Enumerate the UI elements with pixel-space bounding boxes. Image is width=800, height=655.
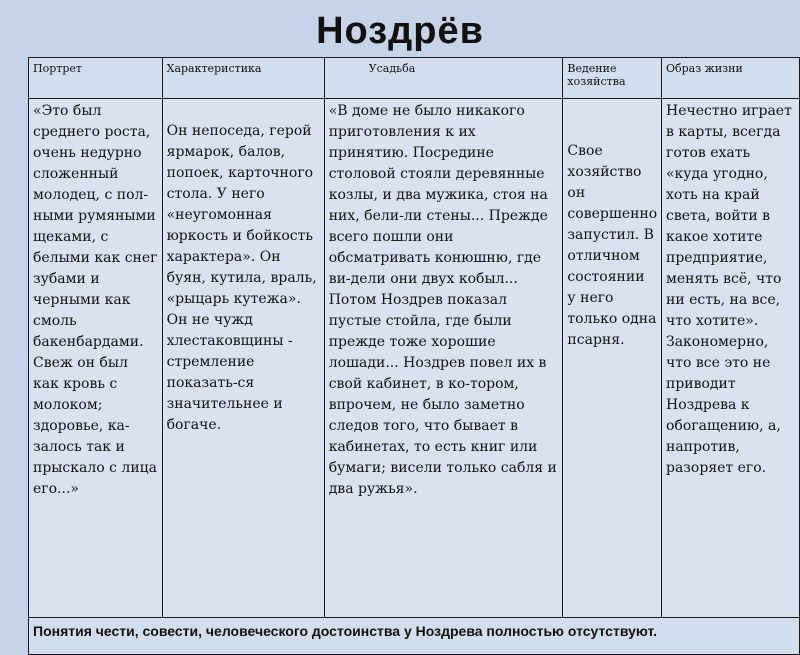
header-characteristic: Характеристика (162, 58, 324, 99)
header-lifestyle: Образ жизни (661, 58, 799, 99)
cell-characteristic: Он непоседа, герой ярмарок, балов, попоек, карточного стола. У него «неугомонная юркость и бойкость характера». Он буян, кутила, враль, «рыцарь кутежа». Он не чужд хлестаковщины - стремление показать-ся значительнее и богаче. (162, 99, 324, 618)
header-household: Ведение хозяйства (563, 58, 662, 99)
cell-portrait: «Это был среднего роста, очень недурно сложенный молодец, с пол-ными румяными щеками, с белыми как снег зубами и черными как смоль бакенбардами. Свеж он был как кровь с молоком; здоровье, ка-залось так и прыскало с лица его...» (29, 99, 163, 618)
table-footer-row (29, 618, 800, 655)
footer-conclusion: Понятия чести, совести, человеческого достоинства у Ноздрева полностью отсутствуют. (29, 618, 800, 655)
header-estate (324, 58, 563, 99)
cell-household: Свое хозяйство он совершенно запустил. В отличном состоянии у него только одна псарня. (563, 99, 662, 618)
header-estate-label: Усадьба (368, 62, 416, 75)
cell-lifestyle: Нечестно играет в карты, всегда готов ехать «куда угодно, хоть на край света, войти в какое хотите предприятие, менять всё, что ни есть, на все, что хотите». Закономерно, что все это не приводит Ноздрева к обогащению, а, напротив, разоряет его. (661, 99, 799, 618)
header-portrait: Портрет (29, 58, 163, 99)
page-title: Ноздрёв (316, 10, 484, 52)
table-body-row (29, 99, 800, 618)
cell-estate: «В доме не было никакого приготовления к их принятию. Посредине столовой стояли деревянные козлы, и два мужика, стоя на них, бели-ли стены... Прежде всего пошли они обсматривать конюшню, где ви-дели они двух кобыл... Потом Ноздрев показал пустые стойла, где были прежде тоже хорошие лошади... Ноздрев повел их в свой кабинет, в ко-тором, впрочем, не было заметно следов того, что бывает в кабинетах, то есть книг или бумаги; висели только сабля и два ружья». (324, 99, 563, 618)
nozdrev-table (28, 57, 800, 655)
table-header-row (29, 58, 800, 99)
